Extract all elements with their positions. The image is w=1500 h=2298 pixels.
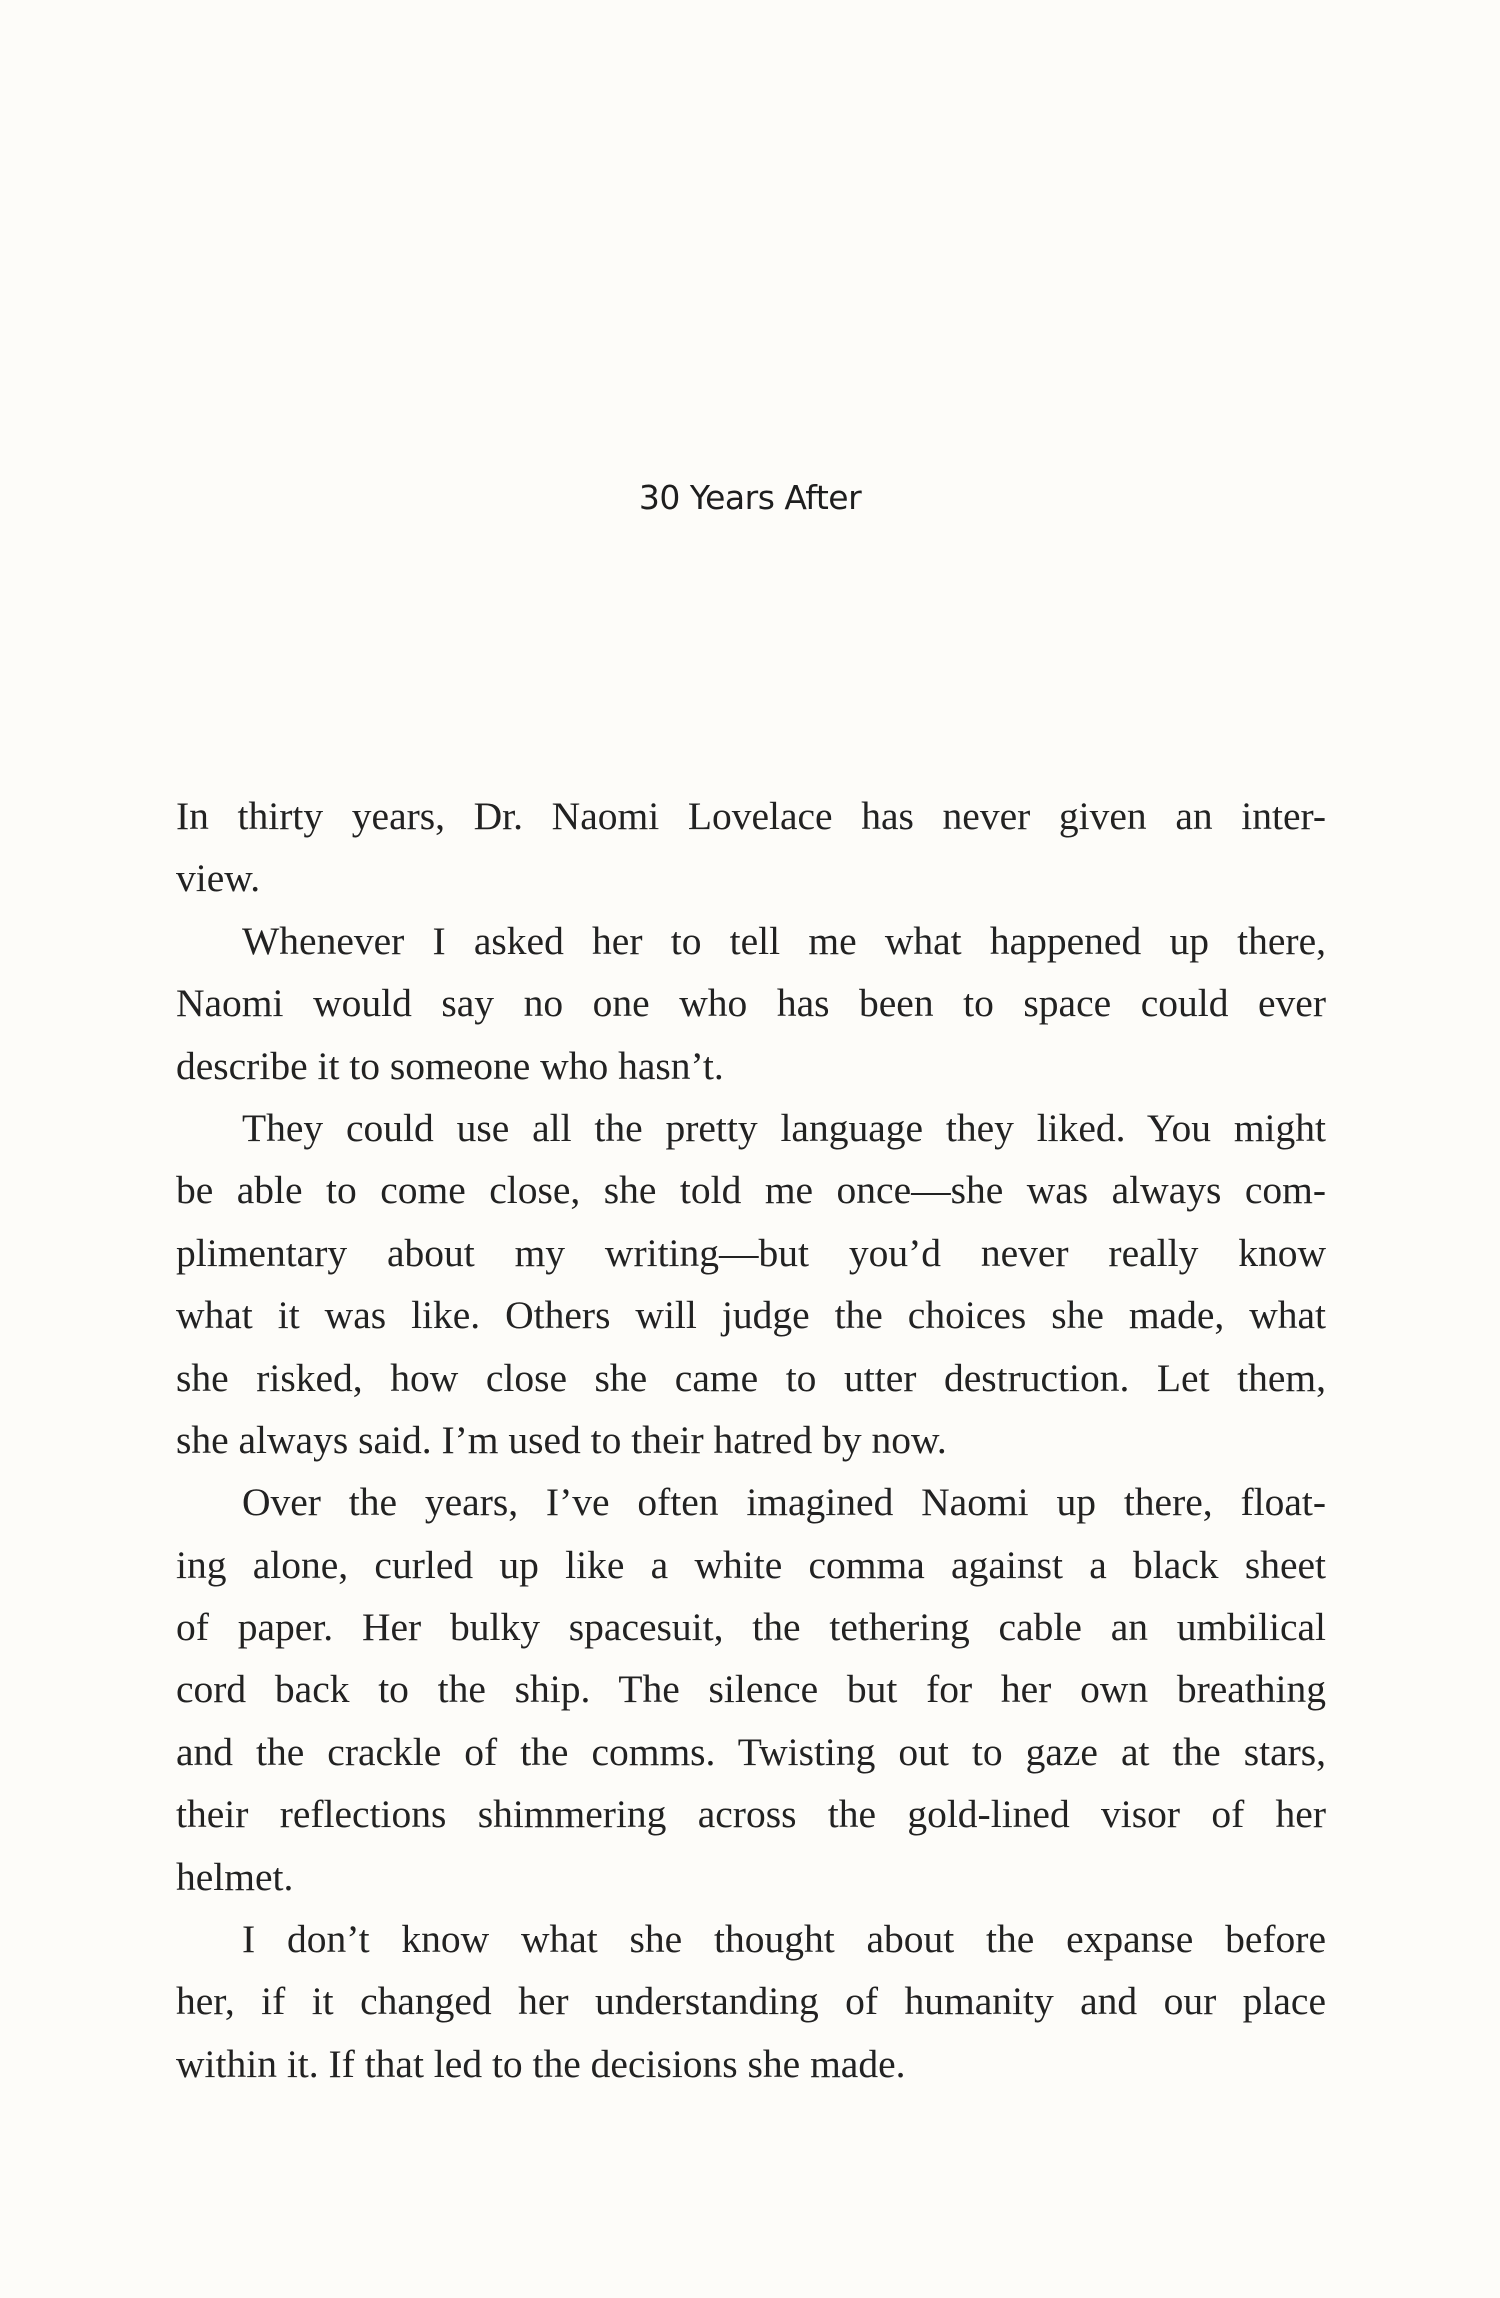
text-line: plimentary about my writing—but you’d never really know: [176, 1230, 1326, 1275]
paragraph: [176, 1471, 1326, 1908]
paragraph: [176, 910, 1326, 1097]
text-line: Over the years, I’ve often imagined Naomi up there, float-: [242, 1480, 1326, 1525]
text-line: be able to come close, she told me once—she was always com-: [176, 1168, 1326, 1213]
body-text: [176, 785, 1326, 2095]
paragraph: [176, 1908, 1326, 2095]
text-line: she risked, how close she came to utter destruction. Let them,: [176, 1355, 1326, 1400]
text-line: within it. If that led to the decisions she made.: [176, 2041, 906, 2086]
text-line: what it was like. Others will judge the choices she made, what: [176, 1293, 1326, 1338]
text-line: describe it to someone who hasn’t.: [176, 1043, 724, 1088]
text-line: cord back to the ship. The silence but for her own breathing: [176, 1667, 1326, 1712]
text-line: of paper. Her bulky spacesuit, the tethering cable an umbilical: [176, 1605, 1326, 1650]
text-line: Naomi would say no one who has been to space could ever: [176, 981, 1326, 1026]
text-line: I don’t know what she thought about the expanse before: [242, 1917, 1326, 1962]
text-line: helmet.: [176, 1854, 294, 1899]
text-line: view.: [176, 856, 261, 901]
text-line: In thirty years, Dr. Naomi Lovelace has never given an inter-: [176, 794, 1326, 838]
text-line: They could use all the pretty language they liked. You might: [242, 1105, 1326, 1150]
text-line: her, if it changed her understanding of humanity and our place: [176, 1979, 1326, 2024]
text-line: and the crackle of the comms. Twisting out to gaze at the stars,: [176, 1729, 1326, 1774]
chapter-title: 30 Years After: [638, 478, 862, 517]
paragraph: [176, 785, 1326, 910]
text-line: ing alone, curled up like a white comma against a black sheet: [176, 1542, 1326, 1587]
text-line: she always said. I’m used to their hatred by now.: [176, 1417, 947, 1462]
text-line: their reflections shimmering across the gold-lined visor of her: [176, 1792, 1326, 1837]
paragraph: [176, 1097, 1326, 1471]
text-line: Whenever I asked her to tell me what happened up there,: [242, 918, 1326, 963]
